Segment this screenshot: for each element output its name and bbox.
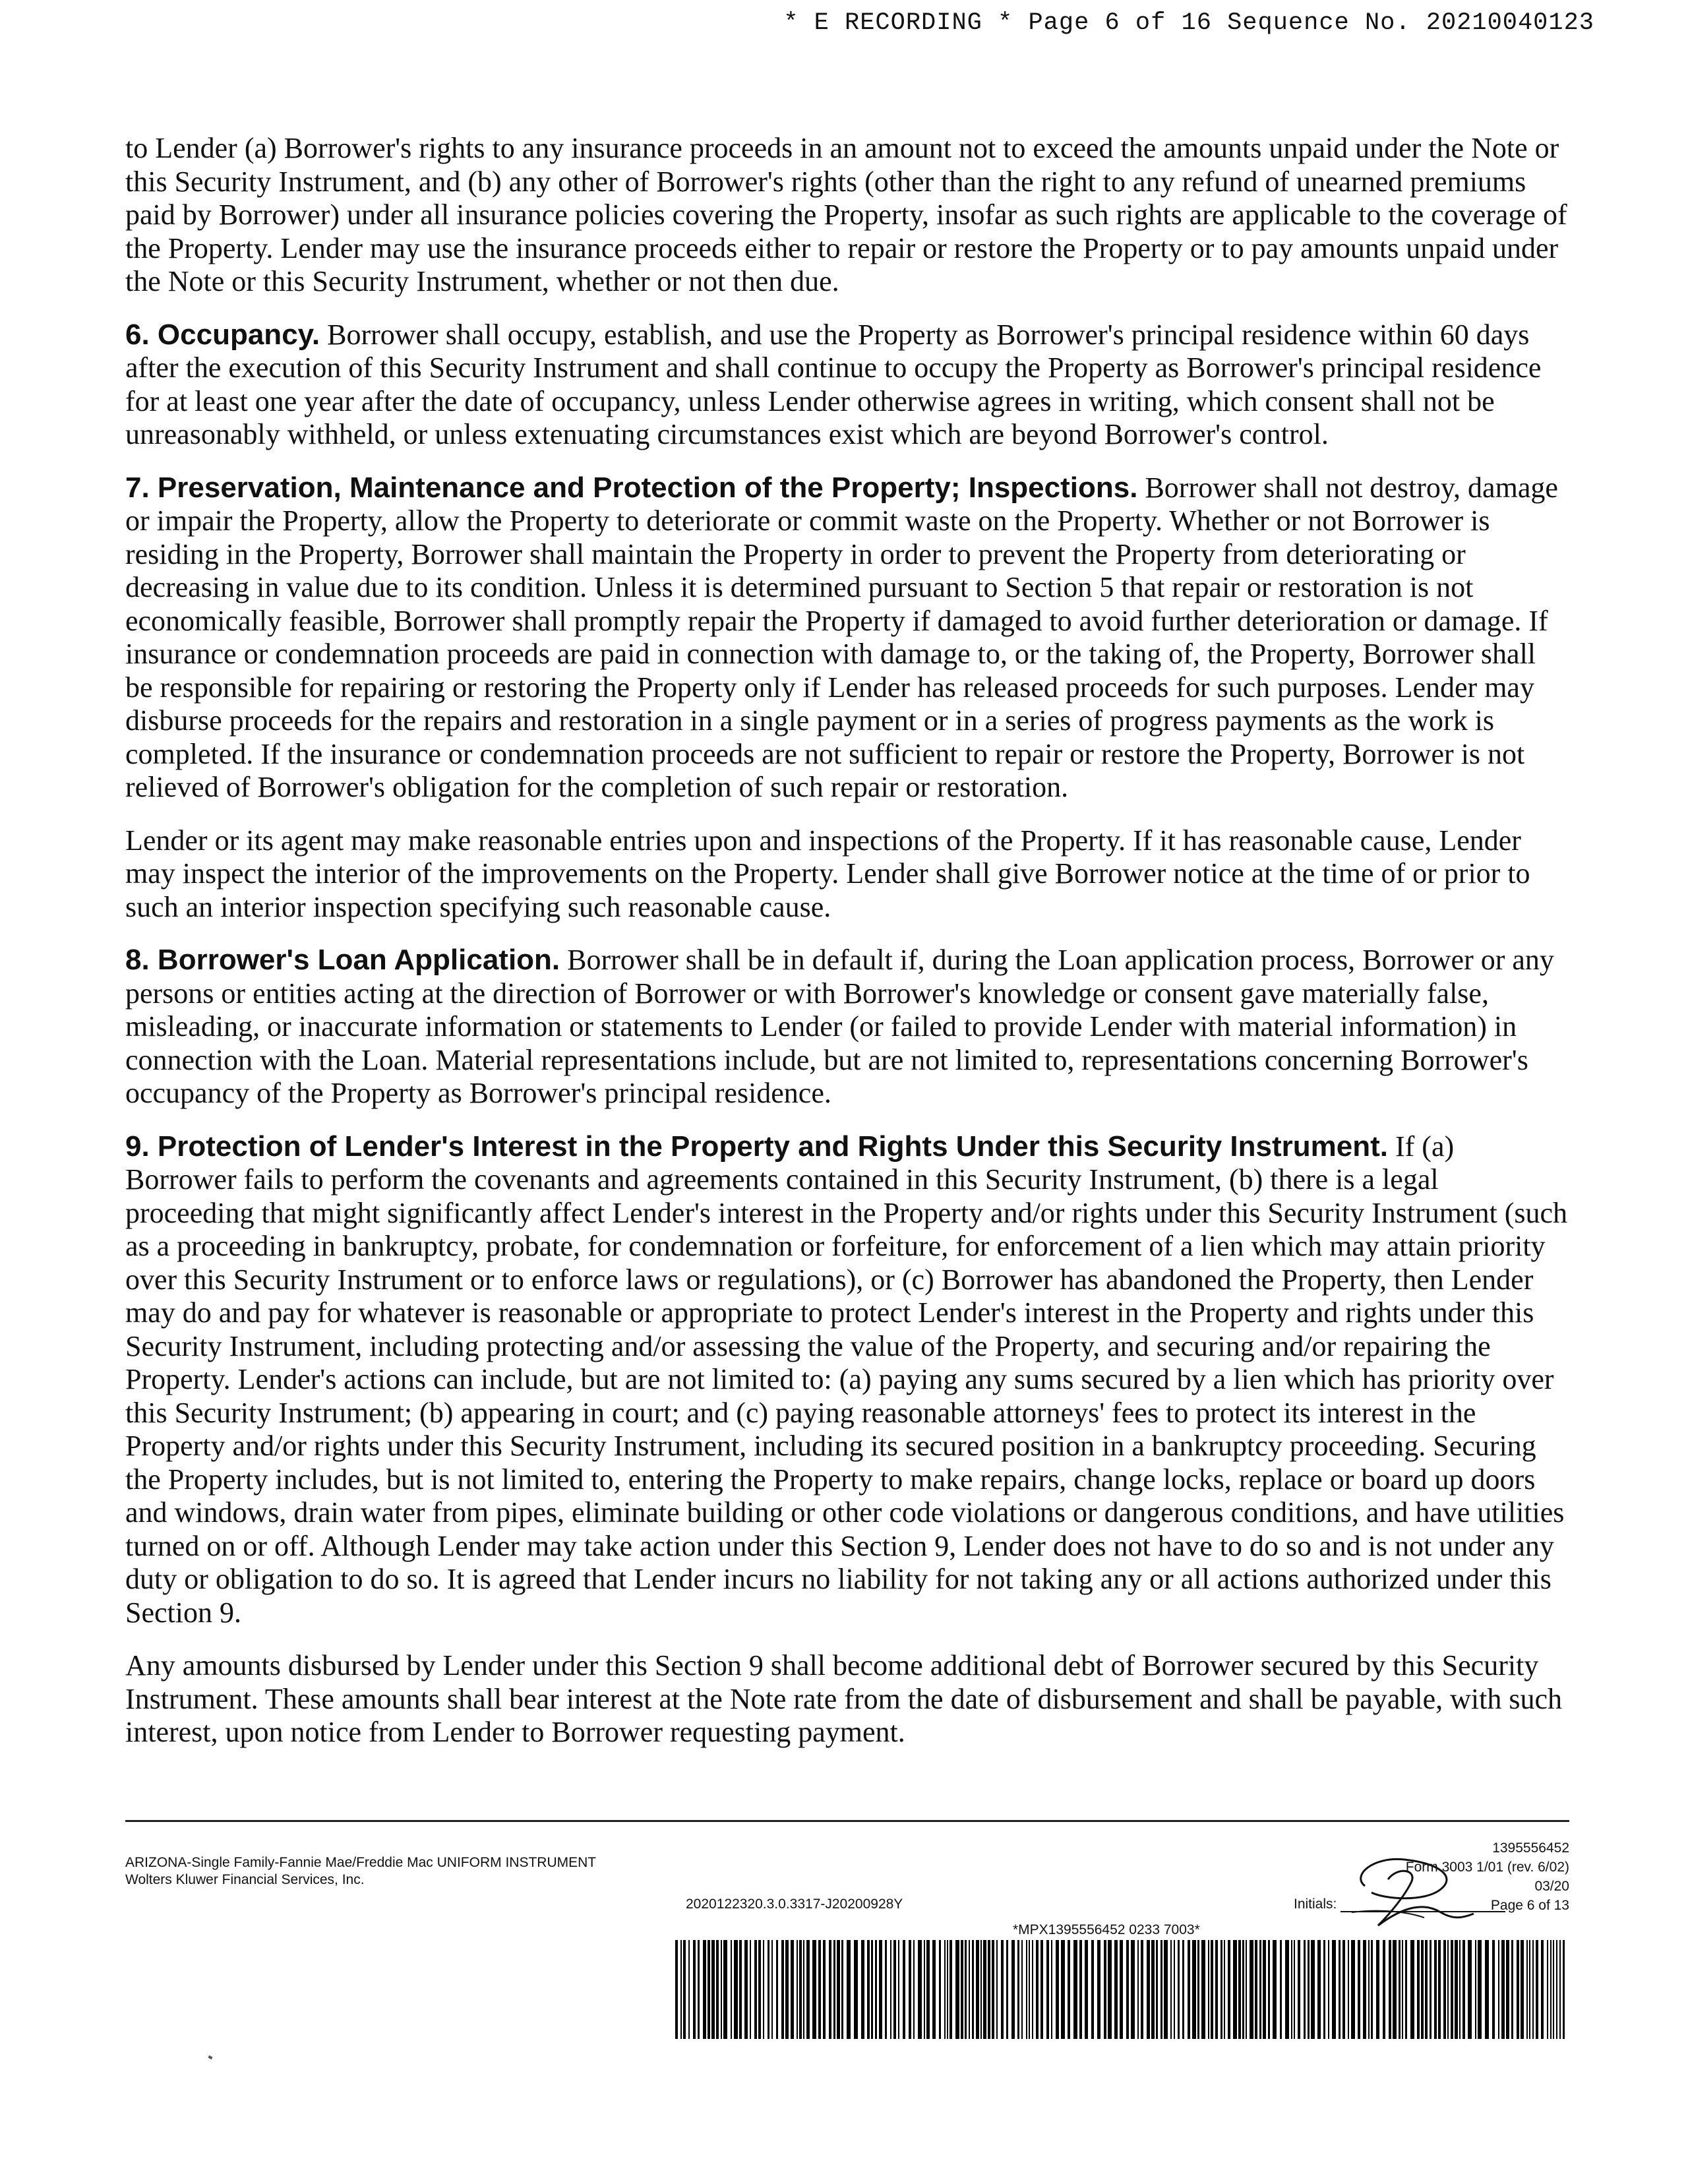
section-6-occupancy xyxy=(125,318,1569,452)
form-title: ARIZONA-Single Family-Fannie Mae/Freddie Mac UNIFORM INSTRUMENT xyxy=(125,1855,597,1870)
publisher-name: Wolters Kluwer Financial Services, Inc. xyxy=(125,1872,365,1887)
footer-divider xyxy=(125,1820,1569,1822)
section-7-title: 7. Preservation, Maintenance and Protection of the Property; Inspections. xyxy=(125,471,1138,504)
section-7-text: Borrower shall not destroy, damage or impair the Property, allow the Property to deteriorate or commit waste on the Property. Whether or not Borrower is residing in the Property, Borrower shall maintain the Property in order to prevent the Property from deteriorating or decreasing in value due to its condition. Unless it is determined pursuant to Section 5 that repair or restoration is not economically feasible, Borrower shall promptly repair the Property if damaged to avoid further deterioration or damage. If insurance or condemnation proceeds are paid in connection with damage to, or the taking of, the Property, Borrower shall be responsible for repairing or restoring the Property only if Lender has released proceeds for such purposes. Lender may disburse proceeds for the repairs and restoration in a single payment or in a series of progress payments as the work is completed. If the insurance or condemnation proceeds are not sufficient to repair or restore the Property, Borrower is not relieved of Borrower's obligation for the completion of such repair or restoration. xyxy=(125,471,1558,803)
form-date: 03/20 xyxy=(1534,1879,1569,1894)
section-7-preservation xyxy=(125,471,1569,804)
section-9-protection xyxy=(125,1130,1569,1630)
form-number: Form 3003 1/01 (rev. 6/02) xyxy=(1405,1860,1569,1875)
section-8-text: Borrower shall be in default if, during the Loan application process, Borrower or any persons or entities acting at the direction of Borrower or with Borrower's knowledge or consent gave materially false, misleading, or inaccurate information or statements to Lender (or failed to provide Lender with material information) in connection with the Loan. Material representations include, but are not limited to, representations concerning Borrower's occupancy of the Property as Borrower's principal residence. xyxy=(125,944,1554,1109)
section-8-loan-application xyxy=(125,944,1569,1110)
barcode-icon xyxy=(675,1940,1569,2039)
scan-artifact-mark xyxy=(208,2055,212,2059)
section-9-title: 9. Protection of Lender's Interest in the Property and Rights Under this Security Instrument. xyxy=(125,1130,1388,1163)
section-7-inspections-paragraph: Lender or its agent may make reasonable entries upon and inspections of the Property. If it has reasonable cause, Lender may inspect the interior of the improvements on the Property. Lender shall give Borrower notice at the time of or prior to such an interior inspection specifying such reasonable cause. xyxy=(125,824,1530,923)
paragraph-insurance-continuation: to Lender (a) Borrower's rights to any insurance proceeds in an amount not to exceed the amounts unpaid under the Note or this Security Instrument, and (b) any other of Borrower's rights (other than the right to any refund of unearned premiums paid by Borrower) under all insurance policies covering the Property, insofar as such rights are applicable to the coverage of the Property. Lender may use the insurance proceeds either to repair or restore the Property or to pay amounts unpaid under the Note or this Security Instrument, whether or not then due. xyxy=(125,132,1567,297)
loan-number: 1395556452 xyxy=(1492,1840,1569,1856)
footer-form-info xyxy=(125,1854,596,1889)
page-label: Page 6 of 13 xyxy=(1490,1898,1569,1913)
barcode-text: *MPX1395556452 0233 7003* xyxy=(1013,1922,1200,1937)
section-6-text: Borrower shall occupy, establish, and use the Property as Borrower's principal residence within 60 days after the execution of this Security Instrument and shall continue to occupy the Property as Borrower's principal residence for at least one year after the date of occupancy, unless Lender otherwise agrees in writing, which consent shall not be unreasonably withheld, or unless extenuating circumstances exist which are beyond Borrower's control. xyxy=(125,318,1542,450)
recording-header: * E RECORDING * Page 6 of 16 Sequence No. 20210040123 xyxy=(783,9,1594,37)
document-body xyxy=(125,132,1569,1769)
section-9-disbursement-paragraph: Any amounts disbursed by Lender under this Section 9 shall become additional debt of Borrower secured by this Security Instrument. These amounts shall bear interest at the Note rate from the date of disbursement and shall be payable, with such interest, upon notice from Lender to Borrower requesting payment. xyxy=(125,1649,1562,1748)
initials-signature-icon xyxy=(1325,1840,1477,1939)
section-9-text: If (a) Borrower fails to perform the covenants and agreements contained in this Security Instrument, (b) there is a legal proceeding that might significantly affect Lender's interest in the Property and/or rights under this Security Instrument (such as a proceeding in bankruptcy, probate, for condemnation or forfeiture, for enforcement of a lien which may attain priority over this Security Instrument or to enforce laws or regulations), or (c) Borrower has abandoned the Property, then Lender may do and pay for whatever is reasonable or appropriate to protect Lender's interest in the Property and rights under this Security Instrument, including protecting and/or assessing the value of the Property, and securing and/or repairing the Property. Lender's actions can include, but are not limited to: (a) paying any sums secured by a lien which has priority over this Security Instrument; (b) appearing in court; and (c) paying reasonable attorneys' fees to protect its interest in the Property and/or rights under this Security Instrument, including its secured position in a bankruptcy proceeding. Securing the Property includes, but is not limited to, entering the Property to make repairs, change locks, replace or board up doors and windows, drain water from pipes, eliminate building or other code violations or dangerous conditions, and have utilities turned on or off. Although Lender may take action under this Section 9, Lender does not have to do so and is not under any duty or obligation to do so. It is agreed that Lender incurs no liability for not taking any or all actions authorized under this Section 9. xyxy=(125,1130,1568,1629)
document-id: 2020122320.3.0.3317-J20200928Y xyxy=(686,1896,903,1912)
section-8-title: 8. Borrower's Loan Application. xyxy=(125,944,560,976)
section-6-title: 6. Occupancy. xyxy=(125,318,320,351)
initials-label: Initials: xyxy=(1294,1896,1337,1912)
